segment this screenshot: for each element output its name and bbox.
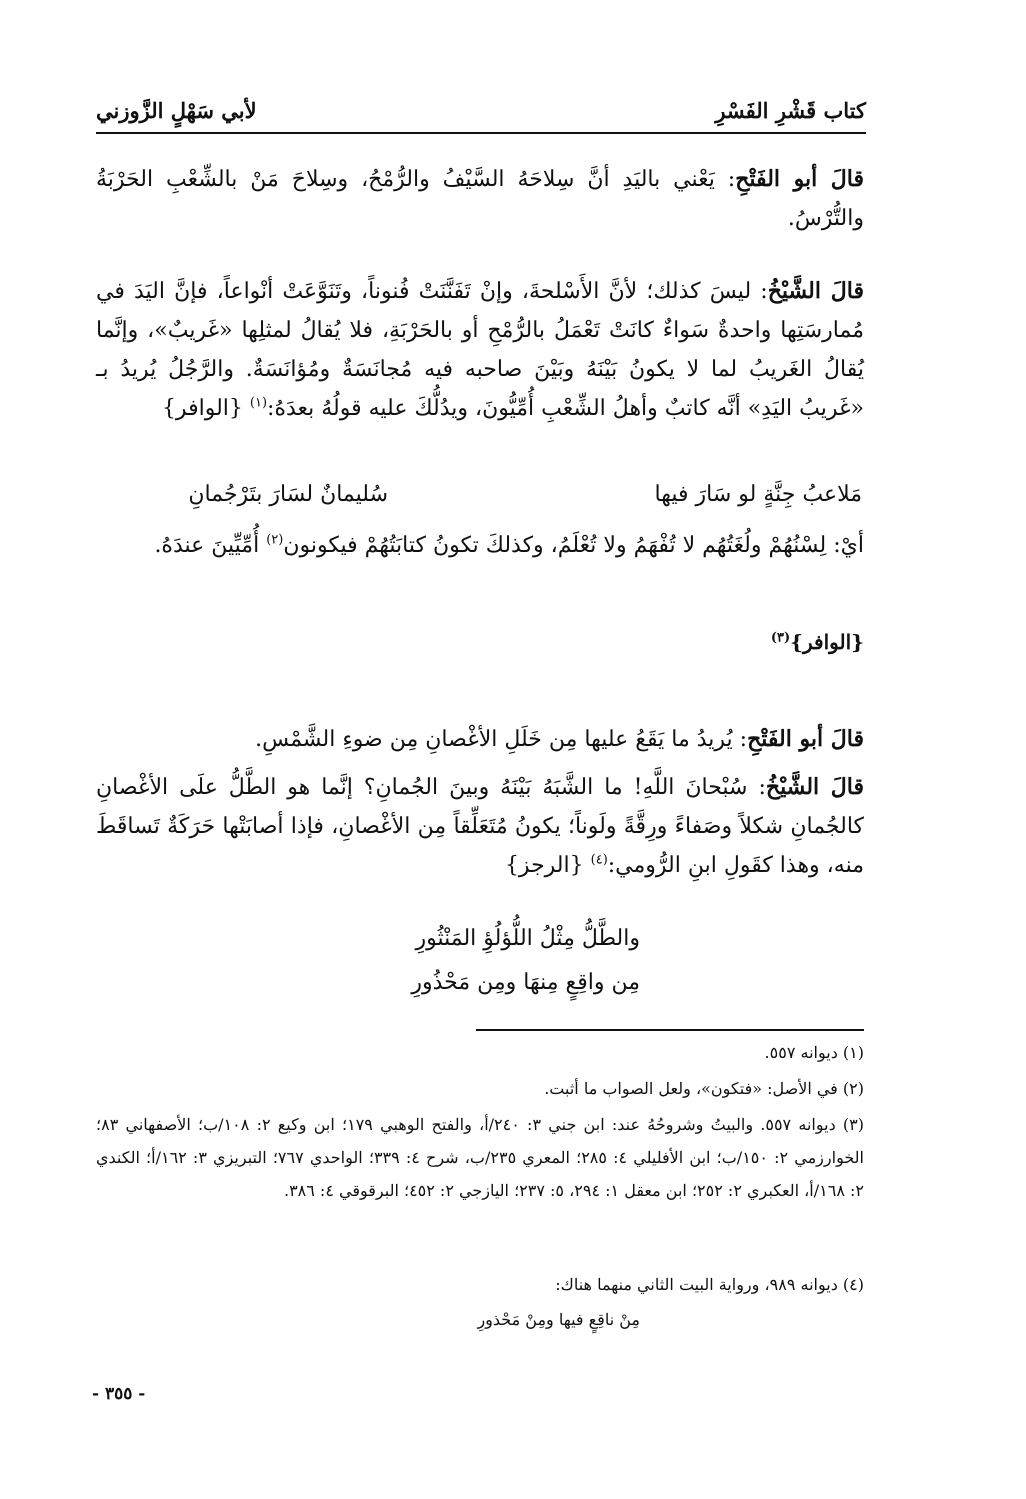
meter-label: {الوافر} [161,396,243,421]
rajaz-verse-line-2: مِن واقِعٍ مِنهَا ومِن مَحْذُورِ [411,970,640,995]
footnote-ref: (١) [249,395,268,411]
verse-hemistich-second: سُليمانٌ لسَارَ بتَرْجُمانِ [188,482,388,507]
footnote-1: (١) ديوانه ٥٥٧. [764,1043,864,1062]
footnote-ref: (٢) [266,532,284,548]
paragraph-abu-alfath-2 [96,720,864,759]
running-header [96,98,866,132]
paragraph-explanation-1 [96,526,864,565]
paragraph-text: : يَعْني باليَدِ أنَّ سِلاحَهُ السَّيْفُ والرُّمْحُ، وسِلاحَ مَنْ بالشِّعْبِ الحَرْبَةُ والتُّرْسُ. [96,167,864,231]
paragraph-text: أيْ: لِسْنُهُمْ ولُغَتُهُم لا تُفْهَمُ ولا تُعْلَمُ، وكذلكَ تكونُ كتابَتُهُمْ فيكونون [283,533,864,558]
speaker-label: قالَ الشَّيْخُ [765,774,864,800]
page-number: - ٣٥٥ - [92,1384,146,1404]
paragraph-sheikh-1 [96,272,864,428]
footnote-2: (٢) في الأصل: «فتكون»، ولعل الصواب ما أثبت. [544,1079,864,1098]
paragraph-text: : سُبْحانَ اللَّهِ! ما الشَّبَهُ بَيْنَهُ وبينَ الجُمانِ؟ إنَّما هو الطَّلُّ علَى الأغْصانِ كالجُمانِ شكلاً وصَفاءً ورِقَّةً ولَوناً؛ يكونُ مُتَعَلِّقاً مِن الأغْصانِ، فإذا أصابَتْها حَرَكَةٌ تَساقَطَ منه، وهذا كقَولِ ابنِ الرُّومي: [96,775,864,878]
paragraph-text: أُمِّيِّينَ عندَهُ. [154,533,267,558]
footnote-ref: (٣) [770,630,791,646]
book-author: لأبي سَهْلٍ الزَّوزني [96,98,257,123]
book-title: كتاب قَشْرِ الفَسْرِ [715,98,866,123]
footnote-ref: (٤) [590,852,608,868]
speaker-label: قالَ أبو الفَتْحِ [747,726,864,752]
speaker-label: قالَ الشَّيْخُ [767,278,864,304]
section-meter-label [771,630,864,654]
paragraph-text: : ليسَ كذلك؛ لأنَّ الأَسْلحةَ، وإنْ تَفَنَّنَتْ فُنوناً، وتَنَوَّعَتْ أنْواعاً، فإنَّ اليَدَ في مُمارسَتِها واحدةٌ سَواءٌ كانَتْ تَعْمَلُ بالرُّمْحِ أو بالحَرْبَةِ، فلا يُقالُ لمثلِها «غَريبٌ»، وإنَّما يُقالُ الغَريبُ لما لا يكونُ بَيْنَهُ وبَيْنَ صاحبه فيه مُجانَسَةٌ ومُؤانَسَةٌ. والرَّجُلُ يُريدُ بـ «غَريبُ اليَدِ» أنَّه كاتبٌ وأهلُ الشِّعْبِ أُمِّيُّونَ، ويدُلُّكَ عليه قولُهُ بعدَهُ: [96,279,864,421]
meter-label: {الرجز} [504,853,584,878]
verse-hemistich-first: مَلاعبُ جِنَّةٍ لو سَارَ فيها [654,482,862,507]
paragraph-text: : يُريدُ ما يَقَعُ عليها مِن خَلَلِ الأغْصانِ مِن ضوءِ الشَّمْسِ. [255,727,748,752]
footnote-3: (٣) ديوانه ٥٥٧. والبيتُ وشروحُهُ عند: ابن جني ٣: ٢٤٠/أ، والفتح الوهبي ١٧٩؛ ابن وكيع ٢: ١٠٨/ب؛ الأصفهاني ٨٣؛ الخوارزمي ٢: ١٥٠/ب؛ ابن الأفليلي ٤: ٢٨٥؛ المعري ٢٣٥/ب، شرح ٤: ٣٣٩؛ الواحدي ٧٦٧؛ التبريزي ٣: ١٦٢/أ؛ الكندي ٢: ١٦٨/أ، العكبري ٢: ٢٥٢؛ ابن معقل ١: ٢٩٤، ٥: ٢٣٧؛ اليازجي ٢: ٤٥٢؛ البرقوقي ٤: ٣٨٦. [96,1115,864,1200]
footnote-4: (٤) ديوانه ٩٨٩، ورواية البيت الثاني منهما هناك: [555,1275,864,1294]
footnote-separator [476,1029,864,1031]
speaker-label: قالَ أبو الفَتْحِ [735,166,864,192]
paragraph-sheikh-2 [96,768,864,885]
meter-text: {الوافر} [790,630,864,654]
footnote-4-verse: مِنْ ناقِعٍ فيها ومِنْ مَحْذورِ [477,1310,640,1329]
paragraph-abu-alfath-1 [96,160,864,238]
header-rule [96,132,866,134]
rajaz-verse-line-1: والطَّلُّ مِثْلُ اللُّؤلُؤِ المَنْثُورِ [415,926,640,951]
